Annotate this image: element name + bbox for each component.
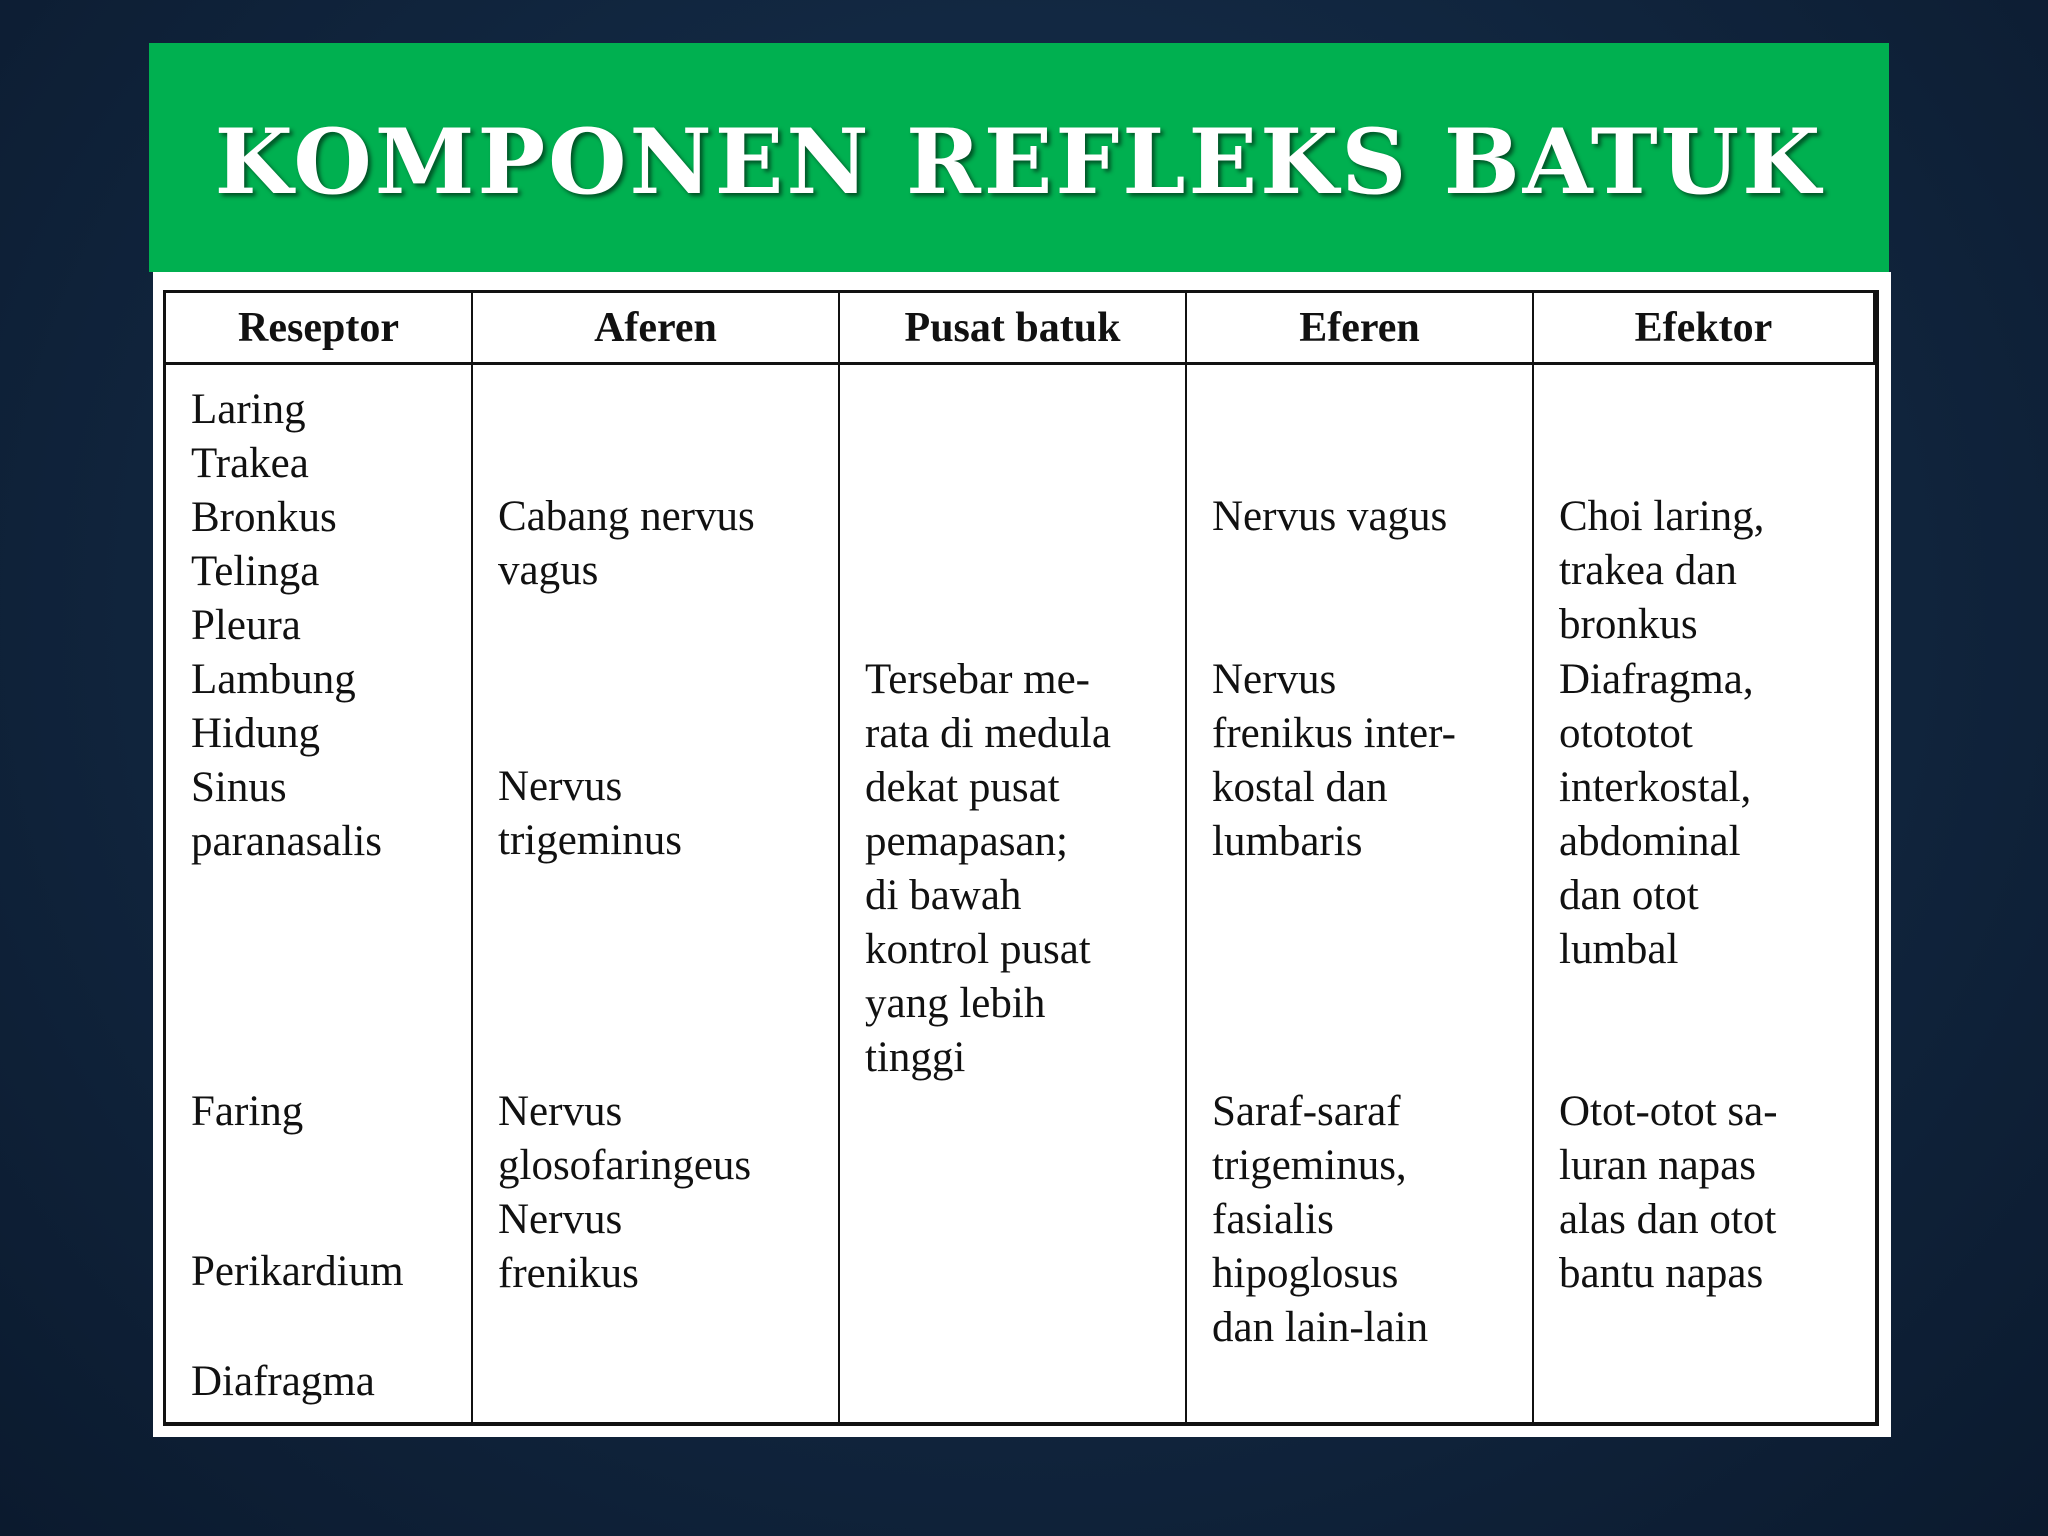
column-pusat-batuk: [840, 365, 1187, 1422]
reseptor-diafragma: Diafragma: [191, 1358, 375, 1405]
column-eferen: [1187, 365, 1534, 1422]
column-aferen: [473, 365, 840, 1422]
slide-title: KOMPONEN REFLEKS BATUK: [214, 108, 1824, 215]
reseptor-list: Laring Trakea Bronkus Telinga Pleura Lambung Hidung Sinus paranasalis: [191, 386, 383, 865]
aferen-glosofaringeus-frenikus: Nervus glosofaringeus Nervus frenikus: [498, 1088, 752, 1297]
header-aferen: Aferen: [473, 293, 840, 365]
header-reseptor: Reseptor: [166, 293, 473, 365]
efektor-otot-otot: Otot-otot sa- luran napas alas dan otot bantu napas: [1559, 1088, 1778, 1297]
eferen-vagus: Nervus vagus: [1212, 493, 1448, 540]
column-reseptor: [166, 365, 473, 1422]
efektor-diafragma: Diafragma, otototot interkostal, abdominal dan otot lumbal: [1559, 656, 1754, 973]
header-eferen: Eferen: [1187, 293, 1534, 365]
reflex-components-table: [163, 290, 1879, 1426]
aferen-vagus: Cabang nervus vagus: [498, 493, 755, 594]
aferen-trigeminus: Nervus trigeminus: [498, 763, 682, 864]
pusat-batuk-text: Tersebar me- rata di medula dekat pusat pemapasan; di bawah kontrol pusat yang lebih tinggi: [865, 656, 1111, 1081]
reseptor-perikardium: Perikardium: [191, 1248, 404, 1295]
header-pusat-batuk: Pusat batuk: [840, 293, 1187, 365]
column-efektor: [1534, 365, 1875, 1422]
table-image-panel: [153, 272, 1891, 1437]
eferen-frenikus: Nervus frenikus inter- kostal dan lumbaris: [1212, 656, 1456, 865]
title-bar: [149, 43, 1889, 272]
eferen-saraf-saraf: Saraf-saraf trigeminus, fasialis hipoglosus dan lain-lain: [1212, 1088, 1429, 1351]
header-efektor: Efektor: [1534, 293, 1875, 365]
efektor-choi-laring: Choi laring, trakea dan bronkus: [1559, 493, 1765, 648]
reseptor-faring: Faring: [191, 1088, 304, 1135]
